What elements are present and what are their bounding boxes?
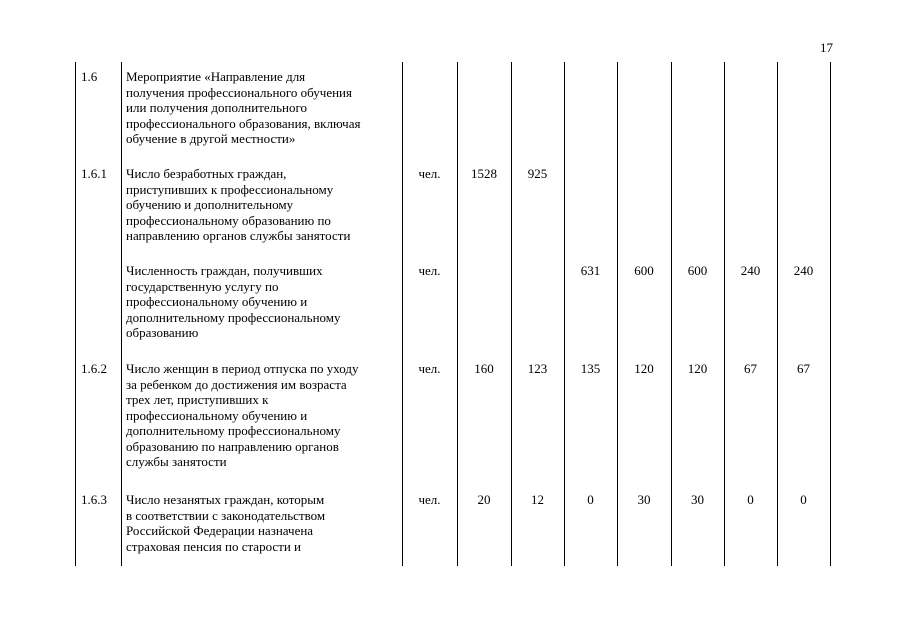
row-id: 1.6.3	[81, 492, 107, 507]
row-description: Численность граждан, получивших государственную услугу по профессиональному обучению и дополнительному профессиональному образованию	[126, 263, 341, 340]
unit-cell: чел.	[418, 361, 441, 376]
value-cell: 30	[691, 492, 704, 507]
value-cell: 600	[634, 263, 654, 278]
column-rule	[457, 62, 458, 566]
value-cell: 600	[687, 263, 708, 278]
row-id: 1.6.1	[81, 166, 107, 181]
column-rule	[511, 62, 512, 566]
row-description: Число безработных граждан, приступивших к профессиональному обучению и дополнительному профессиональному образованию по направлению органов службы занятости	[126, 166, 351, 243]
value-cell: 120	[634, 361, 654, 376]
unit-cell: чел.	[418, 263, 441, 278]
value-cell: 631	[580, 263, 601, 278]
row-id: 1.6.2	[81, 361, 107, 376]
value-cell: 67	[797, 361, 810, 376]
row-description: Мероприятие «Направление для получения профессионального обучения или получения дополнительного профессионального образования, включая обучение в другой местности»	[126, 69, 361, 146]
column-rule	[724, 62, 725, 566]
column-rule	[671, 62, 672, 566]
column-rule	[830, 62, 831, 566]
unit-cell: чел.	[418, 492, 441, 507]
value-cell: 135	[580, 361, 601, 376]
column-rule	[777, 62, 778, 566]
value-cell: 67	[744, 361, 757, 376]
value-cell: 0	[587, 492, 594, 507]
column-rule	[617, 62, 618, 566]
value-cell: 123	[527, 361, 548, 376]
value-cell: 160	[474, 361, 494, 376]
column-rule	[121, 62, 122, 566]
indicators-table	[75, 62, 831, 566]
value-cell: 0	[747, 492, 754, 507]
value-cell: 12	[531, 492, 544, 507]
column-rule	[564, 62, 565, 566]
unit-cell: чел.	[418, 166, 441, 181]
value-cell: 30	[637, 492, 651, 507]
row-description: Число незанятых граждан, которым в соответствии с законодательством Российской Федерации назначена страховая пенсия по старости и	[126, 492, 326, 554]
value-cell: 240	[793, 263, 814, 278]
value-cell: 120	[687, 361, 708, 376]
row-description: Число женщин в период отпуска по уходу за ребенком до достижения им возраста трех лет, приступивших к профессиональному обучению и дополнительному профессиональному образованию по направлению органов службы занятости	[126, 361, 359, 469]
column-rule	[75, 62, 76, 566]
row-id: 1.6	[81, 69, 98, 84]
value-cell: 1528	[471, 166, 497, 181]
value-cell: 20	[477, 492, 491, 507]
value-cell: 240	[740, 263, 761, 278]
page-number: 17	[820, 40, 833, 55]
value-cell: 0	[800, 492, 807, 507]
value-cell: 925	[527, 166, 548, 181]
column-rule	[402, 62, 403, 566]
